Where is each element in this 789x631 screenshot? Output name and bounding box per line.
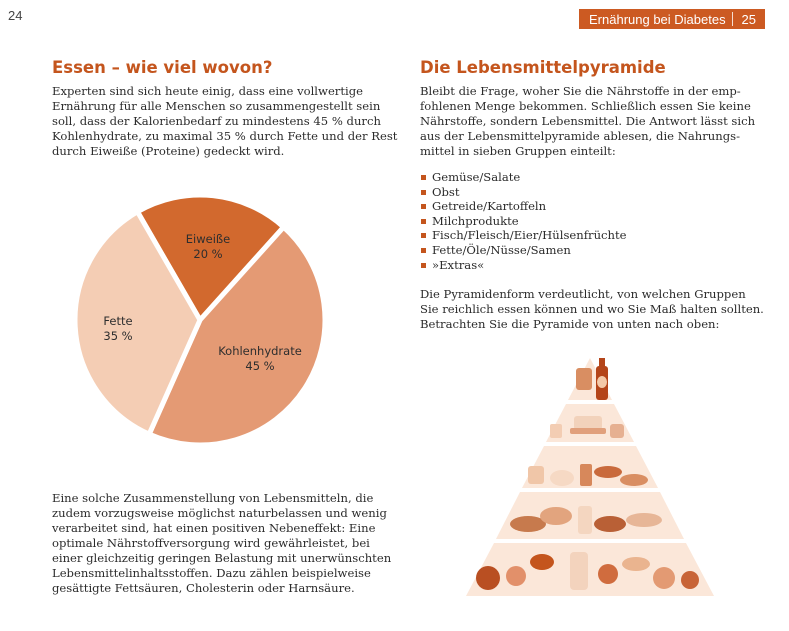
- text-line: Betrachten Sie die Pyramide von unten nach oben:: [420, 317, 720, 331]
- list-item: Milchprodukte: [420, 214, 627, 229]
- text-line: verarbeitet sind, hat einen positiven Nebeneffekt: Eine: [52, 521, 376, 535]
- left-heading: Essen – wie viel wovon?: [52, 58, 273, 77]
- text-line: optimale Nährstoffversorgung wird gewährleistet, bei: [52, 536, 370, 550]
- running-header-title: Ernährung bei Diabetes: [589, 11, 726, 27]
- running-header: [579, 9, 765, 29]
- text-line: Sie reichlich essen können und wo Sie Maß halten sollten.: [420, 302, 764, 316]
- food-group-list: [420, 170, 627, 272]
- food-pyramid-illustration: [458, 338, 722, 602]
- text-line: fohlenen Menge bekommen. Schließlich essen Sie keine: [420, 99, 751, 113]
- text-line: Die Pyramidenform verdeutlicht, von welchen Gruppen: [420, 287, 746, 301]
- header-divider: [732, 12, 733, 26]
- pyramid-intro-paragraph: [420, 287, 764, 332]
- list-item: »Extras«: [420, 258, 627, 273]
- slice-value-eiweisse: 20 %: [193, 247, 223, 261]
- text-line: einer gleichzeitig geringen Belastung mit unerwünschten: [52, 551, 392, 565]
- text-line: Experten sind sich heute einig, dass eine vollwertige: [52, 84, 363, 98]
- list-item: Gemüse/Salate: [420, 170, 627, 185]
- text-line: Bleibt die Frage, woher Sie die Nährstoffe in der emp-: [420, 84, 741, 98]
- left-intro-paragraph: [52, 84, 397, 159]
- page-number-right: 25: [741, 11, 756, 27]
- slice-label-kohlenhydrate: Kohlenhydrate: [218, 344, 302, 358]
- list-item: Obst: [420, 185, 627, 200]
- slice-value-kohlenhydrate: 45 %: [245, 359, 275, 373]
- text-line: soll, dass der Kalorienbedarf zu mindestens 45 % durch: [52, 114, 381, 128]
- right-intro-paragraph: [420, 84, 755, 159]
- slice-label-fette: Fette: [103, 314, 133, 328]
- page-number-left: 24: [8, 8, 23, 23]
- text-line: Lebensmittelinhaltsstoffen. Dazu zählen beispielweise: [52, 566, 371, 580]
- text-line: Ernährung für alle Menschen so zusammengestellt sein: [52, 99, 381, 113]
- list-item: Fisch/Fleisch/Eier/Hülsenfrüchte: [420, 228, 627, 243]
- left-bottom-paragraph: [52, 491, 391, 596]
- text-line: zudem vorzugsweise möglichst naturbelassen und wenig: [52, 506, 387, 520]
- list-item: Getreide/Kartoffeln: [420, 199, 627, 214]
- pyramid-tier-1: [466, 543, 714, 596]
- text-line: Kohlenhydrate, zu maximal 35 % durch Fette und der Rest: [52, 129, 398, 143]
- text-line: aus der Lebensmittelpyramide ablesen, die Nahrungs-: [420, 129, 740, 143]
- text-line: Eine solche Zusammenstellung von Lebensmitteln, die: [52, 491, 374, 505]
- slice-label-eiweisse: Eiweiße: [185, 232, 231, 246]
- macronutrient-pie-chart: [60, 180, 340, 460]
- text-line: gesättigte Fettsäuren, Cholesterin oder Harnsäure.: [52, 581, 355, 595]
- list-item: Fette/Öle/Nüsse/Samen: [420, 243, 627, 258]
- right-heading: Die Lebensmittelpyramide: [420, 58, 666, 77]
- text-line: durch Eiweiße (Proteine) gedeckt wird.: [52, 144, 285, 158]
- slice-value-fette: 35 %: [103, 329, 133, 343]
- text-line: Nährstoffe, sondern Lebensmittel. Die Antwort lässt sich: [420, 114, 756, 128]
- text-line: mittel in sieben Gruppen einteilt:: [420, 144, 616, 158]
